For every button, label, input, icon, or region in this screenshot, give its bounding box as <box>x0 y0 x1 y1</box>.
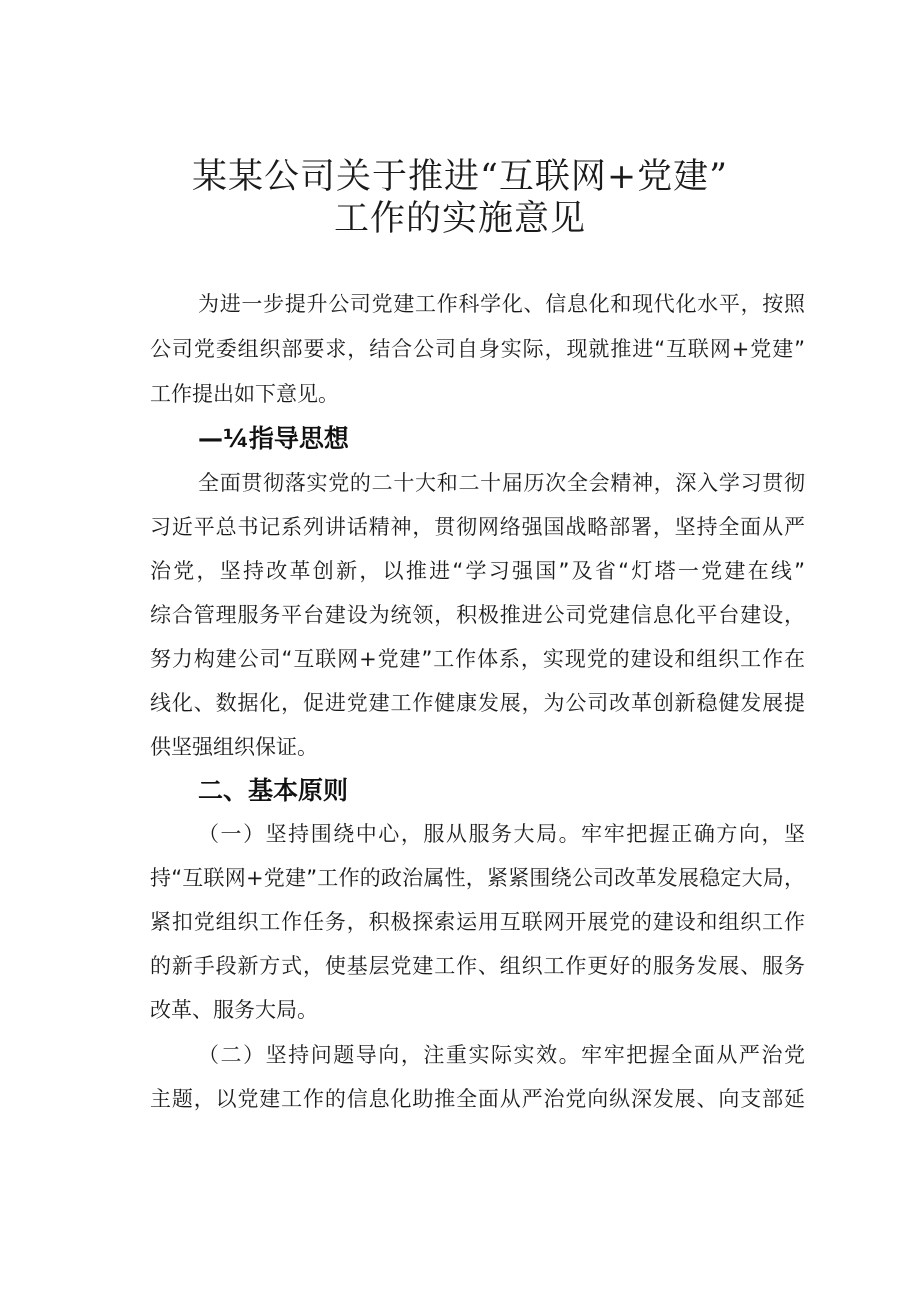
section-2-item-1-line-4: 的新手段新方式，使基层党建工作、组织工作更好的服务发展、服务 <box>150 954 805 978</box>
intro-line-2: 公司党委组织部要求，结合公司自身实际，现就推进“互联网+党建” <box>150 337 805 361</box>
section-1-line-2: 习近平总书记系列讲话精神，贯彻网络强国战略部署，坚持全面从严 <box>150 515 805 539</box>
section-1-line-3: 治党，坚持改革创新，以推进“学习强国”及省“灯塔一党建在线” <box>150 559 805 583</box>
intro-line-3: 工作提出如下意见。 <box>150 382 339 406</box>
section-1-line-6: 线化、数据化，促进党建工作健康发展，为公司改革创新稳健发展提 <box>150 691 805 715</box>
section-1-line-1: 全面贯彻落实党的二十大和二十届历次全会精神，深入学习贯彻 <box>198 471 805 495</box>
section-1-line-4: 综合管理服务平台建设为统领，积极推进公司党建信息化平台建设， <box>150 603 805 627</box>
section-2-heading: 二、基本原则 <box>198 776 349 805</box>
section-2-item-1-line-3: 紧扣党组织工作任务，积极探索运用互联网开展党的建设和组织工作 <box>150 910 805 934</box>
section-2-item-1-line-1: （一）坚持围绕中心，服从服务大局。牢牢把握正确方向，坚 <box>198 822 805 846</box>
section-2-item-2-line-1: （二）坚持问题导向，注重实际实效。牢牢把握全面从严治党 <box>198 1043 805 1067</box>
section-1-heading: —¼指导思想 <box>198 424 349 453</box>
document-title-line-1: 某某公司关于推进“互联网+党建” <box>191 157 729 197</box>
section-1-line-5: 努力构建公司“互联网+党建”工作体系，实现党的建设和组织工作在 <box>150 647 805 671</box>
section-2-item-1-line-5: 改革、服务大局。 <box>150 998 318 1022</box>
section-2-item-1-line-2: 持“互联网+党建”工作的政治属性，紧紧围绕公司改革发展稳定大局， <box>150 866 805 890</box>
document-title-line-2: 工作的实施意见 <box>333 199 586 239</box>
section-1-line-7: 供坚强组织保证。 <box>150 735 318 759</box>
intro-line-1: 为进一步提升公司党建工作科学化、信息化和现代化水平，按照 <box>198 292 805 316</box>
section-2-item-2-line-2: 主题，以党建工作的信息化助推全面从严治党向纵深发展、向支部延 <box>150 1087 805 1111</box>
